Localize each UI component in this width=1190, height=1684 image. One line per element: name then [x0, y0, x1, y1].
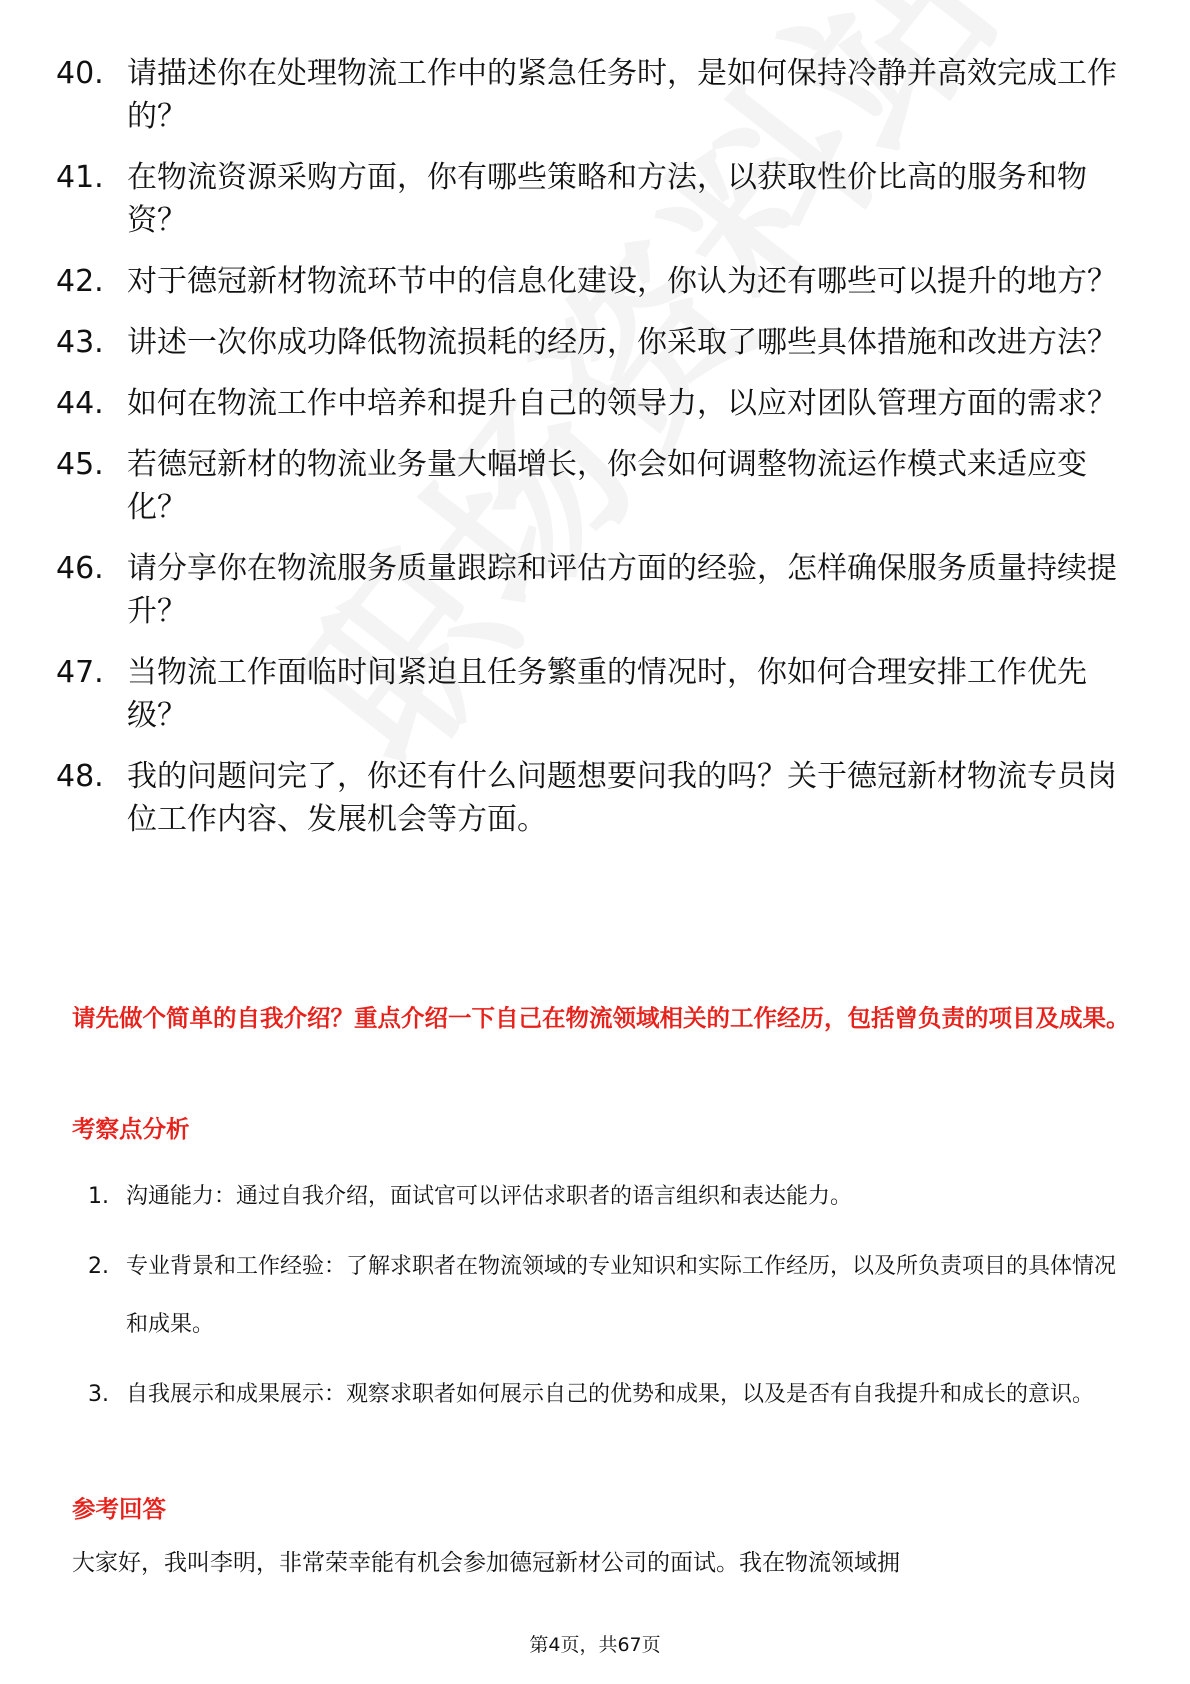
question-text: 请描述你在处理物流工作中的紧急任务时，是如何保持冷静并高效完成工作的？	[127, 56, 1117, 134]
analysis-number: 2.	[88, 1254, 109, 1279]
analysis-item	[88, 1366, 1138, 1424]
analysis-text: 专业背景和工作经验：了解求职者在物流领域的专业知识和实际工作经历，以及所负责项目的具体情况和成果。	[126, 1254, 1117, 1337]
question-number: 40.	[56, 56, 104, 91]
question-text: 讲述一次你成功降低物流损耗的经历，你采取了哪些具体措施和改进方法？	[127, 325, 1117, 360]
analysis-item	[88, 1168, 1138, 1226]
question-text: 如何在物流工作中培养和提升自己的领导力，以应对团队管理方面的需求？	[127, 386, 1117, 421]
question-item	[56, 156, 1136, 242]
question-item	[56, 321, 1136, 364]
question-number: 43.	[56, 325, 104, 360]
analysis-number: 3.	[88, 1382, 109, 1407]
question-number: 46.	[56, 551, 104, 586]
question-number: 48.	[56, 759, 104, 794]
question-number: 41.	[56, 160, 104, 195]
analysis-text: 自我展示和成果展示：观察求职者如何展示自己的优势和成果，以及是否有自我提升和成长的意识。	[126, 1382, 1095, 1407]
question-item	[56, 260, 1136, 303]
analysis-heading: 考察点分析	[72, 1115, 190, 1143]
question-number: 42.	[56, 264, 104, 299]
question-text: 请分享你在物流服务质量跟踪和评估方面的经验，怎样确保服务质量持续提升？	[127, 551, 1117, 629]
question-item	[56, 382, 1136, 425]
question-number: 45.	[56, 447, 104, 482]
question-text: 若德冠新材的物流业务量大幅增长，你会如何调整物流运作模式来适应变化？	[127, 447, 1087, 525]
question-text: 对于德冠新材物流环节中的信息化建设，你认为还有哪些可以提升的地方？	[127, 264, 1117, 299]
question-item	[56, 651, 1136, 737]
analysis-number: 1.	[88, 1184, 109, 1209]
question-text: 在物流资源采购方面，你有哪些策略和方法，以获取性价比高的服务和物资？	[127, 160, 1087, 238]
analysis-item	[88, 1238, 1138, 1354]
analysis-text: 沟通能力：通过自我介绍，面试官可以评估求职者的语言组织和表达能力。	[126, 1184, 853, 1209]
question-text: 当物流工作面临时间紧迫且任务繁重的情况时，你如何合理安排工作优先级？	[127, 655, 1087, 733]
analysis-list	[88, 1168, 1138, 1436]
question-item	[56, 443, 1136, 529]
question-item	[56, 547, 1136, 633]
question-item	[56, 52, 1136, 138]
answer-heading: 参考回答	[72, 1495, 166, 1523]
answer-paragraph: 大家好，我叫李明，非常荣幸能有机会参加德冠新材公司的面试。我在物流领域拥	[72, 1550, 900, 1576]
page-footer: 第4页，共67页	[529, 1634, 661, 1656]
question-item	[56, 755, 1136, 841]
highlight-question: 请先做个简单的自我介绍？重点介绍一下自己在物流领域相关的工作经历，包括曾负责的项目及成果。	[72, 1004, 1130, 1032]
question-number: 47.	[56, 655, 104, 690]
question-list	[56, 52, 1136, 859]
question-number: 44.	[56, 386, 104, 421]
question-text: 我的问题问完了，你还有什么问题想要问我的吗？关于德冠新材物流专员岗位工作内容、发展机会等方面。	[127, 759, 1117, 837]
